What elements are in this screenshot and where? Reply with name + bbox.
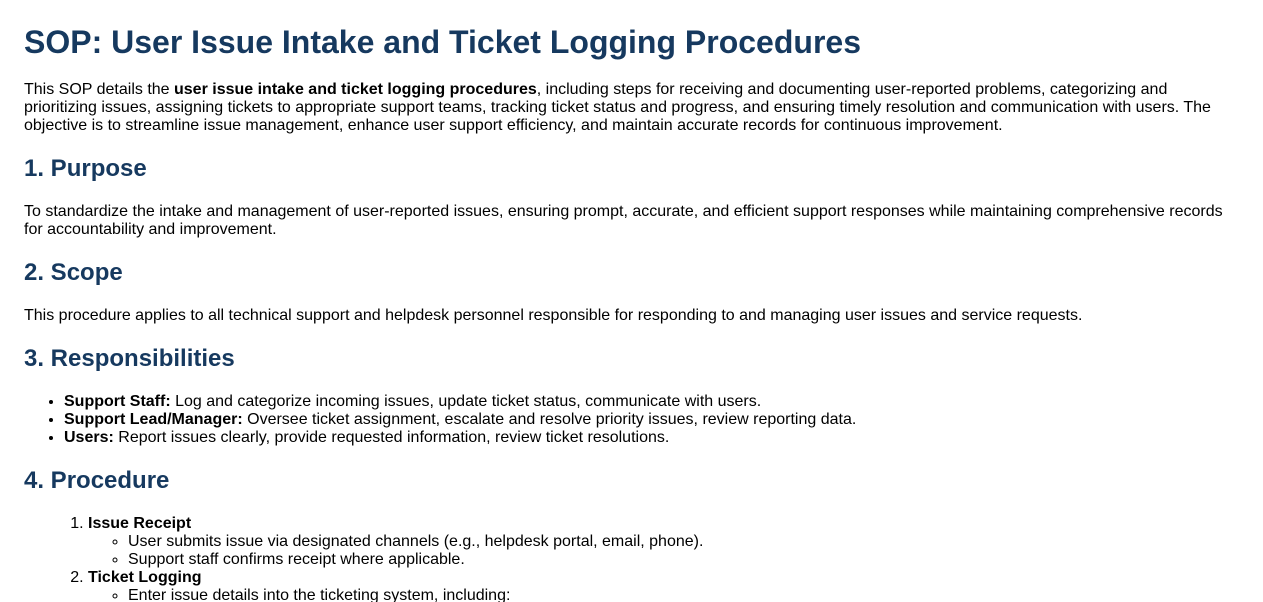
procedure-substeps <box>88 533 703 569</box>
intro-text-bold: user issue intake and ticket logging procedures <box>174 81 537 98</box>
procedure-heading: 4. Procedure <box>24 467 170 494</box>
procedure-step-title: Ticket Logging <box>88 569 202 586</box>
scope-text: This procedure applies to all technical support and helpdesk personnel responsible for responding to and managing user issues and service requests. <box>24 307 1083 324</box>
intro-text-before: This SOP details the <box>24 81 174 98</box>
responsibility-item <box>64 429 856 447</box>
purpose-heading: 1. Purpose <box>24 155 147 182</box>
responsibilities-list <box>24 393 856 447</box>
responsibility-role: Support Staff: <box>64 393 171 410</box>
intro-paragraph <box>24 81 1239 135</box>
responsibility-item <box>64 411 856 429</box>
procedure-step <box>88 569 703 602</box>
procedure-substeps <box>88 587 703 602</box>
responsibility-text: Report issues clearly, provide requested information, review ticket resolutions. <box>113 429 670 446</box>
responsibilities-heading: 3. Responsibilities <box>24 345 235 372</box>
responsibility-text: Oversee ticket assignment, escalate and resolve priority issues, review reporting data. <box>242 411 857 428</box>
responsibility-role: Support Lead/Manager: <box>64 411 243 428</box>
scope-heading: 2. Scope <box>24 259 123 286</box>
intro-text-after: , including steps for receiving and documenting user-reported problems, categorizing and prioritizing issues, assigning tickets to appropriate support teams, tracking ticket status and progress, and ensuring timely resolution and communication with users. The objective is to streamline issue management, enhance user support efficiency, and maintain accurate records for continuous improvement. <box>24 81 1211 134</box>
purpose-text: To standardize the intake and management of user-reported issues, ensuring prompt, accurate, and efficient support responses while maintaining comprehensive records for accountability and improvement. <box>24 203 1223 238</box>
responsibility-item <box>64 393 856 411</box>
procedure-substep: ◦ Enter issue details into the ticketing system, including: <box>128 587 703 602</box>
procedure-steps <box>48 515 703 602</box>
page-title: SOP: User Issue Intake and Ticket Logging Procedures <box>24 24 861 60</box>
procedure-step <box>88 515 703 569</box>
procedure-substep: ◦ Support staff confirms receipt where applicable. <box>128 551 703 569</box>
procedure-substep: ◦ User submits issue via designated channels (e.g., helpdesk portal, email, phone). <box>128 533 703 551</box>
responsibility-text: Log and categorize incoming issues, update ticket status, communicate with users. <box>170 393 762 410</box>
responsibility-role: Users: <box>64 429 114 446</box>
procedure-step-title: Issue Receipt <box>88 515 192 532</box>
